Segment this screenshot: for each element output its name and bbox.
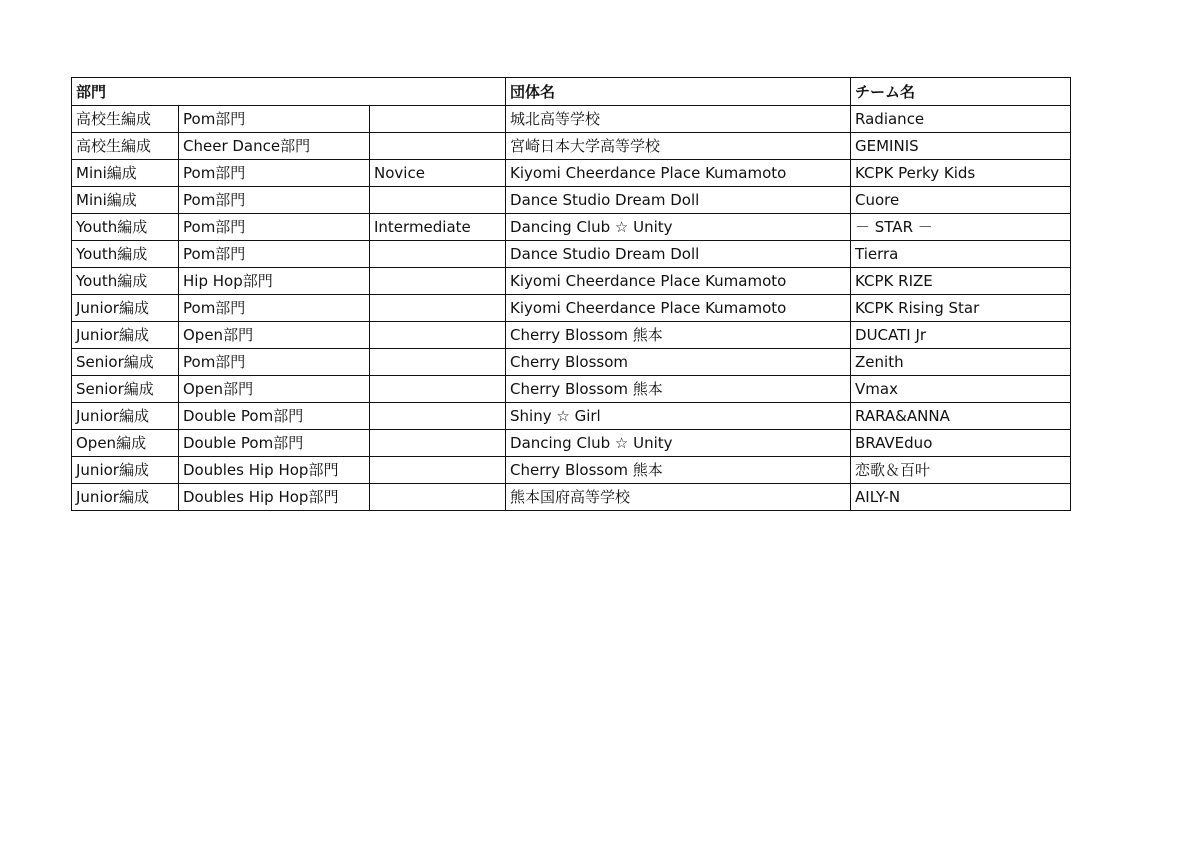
table-row (72, 214, 1071, 241)
cell-organization: 宮崎日本大学高等学校 (506, 133, 851, 160)
cell-team: Vmax (851, 376, 1071, 403)
cell-team: BRAVEduo (851, 430, 1071, 457)
cell-division: Junior編成 (72, 322, 179, 349)
cell-division: Youth編成 (72, 268, 179, 295)
cell-division: Youth編成 (72, 241, 179, 268)
cell-division: Junior編成 (72, 457, 179, 484)
table-row (72, 268, 1071, 295)
cell-team: Zenith (851, 349, 1071, 376)
cell-level (370, 376, 506, 403)
cell-level: Novice (370, 160, 506, 187)
cell-level (370, 403, 506, 430)
cell-organization: Cherry Blossom 熊本 (506, 376, 851, 403)
cell-team: Radiance (851, 106, 1071, 133)
cell-organization: Kiyomi Cheerdance Place Kumamoto (506, 160, 851, 187)
table-row (72, 160, 1071, 187)
cell-team: RARA&ANNA (851, 403, 1071, 430)
table-row (72, 403, 1071, 430)
table-row (72, 322, 1071, 349)
cell-level (370, 241, 506, 268)
cell-category: Double Pom部門 (179, 403, 370, 430)
cell-division: Mini編成 (72, 187, 179, 214)
table-row (72, 484, 1071, 511)
table-row (72, 376, 1071, 403)
cell-division: Open編成 (72, 430, 179, 457)
cell-organization: 城北高等学校 (506, 106, 851, 133)
cell-division: Junior編成 (72, 484, 179, 511)
cell-level (370, 322, 506, 349)
cell-team: KCPK RIZE (851, 268, 1071, 295)
cell-organization: Cherry Blossom 熊本 (506, 322, 851, 349)
table-row (72, 133, 1071, 160)
cell-category: Pom部門 (179, 349, 370, 376)
cell-team: GEMINIS (851, 133, 1071, 160)
cell-organization: Cherry Blossom 熊本 (506, 457, 851, 484)
header-team: チーム名 (851, 78, 1071, 106)
cell-division: 高校生編成 (72, 106, 179, 133)
cell-team: 恋歌＆百叶 (851, 457, 1071, 484)
header-division: 部門 (72, 78, 506, 106)
table-body (72, 106, 1071, 511)
cell-division: Junior編成 (72, 403, 179, 430)
cell-organization: Kiyomi Cheerdance Place Kumamoto (506, 268, 851, 295)
cell-organization: Shiny ☆ Girl (506, 403, 851, 430)
cell-level (370, 349, 506, 376)
cell-category: Doubles Hip Hop部門 (179, 484, 370, 511)
table-row (72, 457, 1071, 484)
header-row (72, 78, 1071, 106)
cell-category: Double Pom部門 (179, 430, 370, 457)
cell-organization: Kiyomi Cheerdance Place Kumamoto (506, 295, 851, 322)
cell-division: 高校生編成 (72, 133, 179, 160)
cell-organization: Dancing Club ☆ Unity (506, 214, 851, 241)
cell-category: Pom部門 (179, 187, 370, 214)
cell-division: Senior編成 (72, 376, 179, 403)
cell-team: DUCATI Jr (851, 322, 1071, 349)
cell-division: Mini編成 (72, 160, 179, 187)
cell-team: － STAR － (851, 214, 1071, 241)
cell-category: Pom部門 (179, 241, 370, 268)
cell-category: Pom部門 (179, 295, 370, 322)
cell-team: Tierra (851, 241, 1071, 268)
table-row (72, 430, 1071, 457)
cell-organization: Dance Studio Dream Doll (506, 187, 851, 214)
cell-team: KCPK Rising Star (851, 295, 1071, 322)
cell-category: Pom部門 (179, 160, 370, 187)
cell-level (370, 106, 506, 133)
cell-level (370, 430, 506, 457)
table-row (72, 349, 1071, 376)
cell-level (370, 133, 506, 160)
cell-organization: Cherry Blossom (506, 349, 851, 376)
cell-level: Intermediate (370, 214, 506, 241)
cell-organization: Dance Studio Dream Doll (506, 241, 851, 268)
cell-category: Doubles Hip Hop部門 (179, 457, 370, 484)
roster-table (71, 77, 1071, 511)
cell-level (370, 295, 506, 322)
cell-division: Junior編成 (72, 295, 179, 322)
cell-category: Cheer Dance部門 (179, 133, 370, 160)
cell-level (370, 187, 506, 214)
table-row (72, 241, 1071, 268)
cell-organization: 熊本国府高等学校 (506, 484, 851, 511)
cell-team: Cuore (851, 187, 1071, 214)
cell-team: AILY-N (851, 484, 1071, 511)
cell-category: Open部門 (179, 322, 370, 349)
cell-level (370, 457, 506, 484)
table-row (72, 106, 1071, 133)
header-organization: 団体名 (506, 78, 851, 106)
table-row (72, 295, 1071, 322)
cell-team: KCPK Perky Kids (851, 160, 1071, 187)
cell-category: Open部門 (179, 376, 370, 403)
cell-category: Hip Hop部門 (179, 268, 370, 295)
table-row (72, 187, 1071, 214)
cell-organization: Dancing Club ☆ Unity (506, 430, 851, 457)
cell-level (370, 268, 506, 295)
cell-level (370, 484, 506, 511)
cell-division: Senior編成 (72, 349, 179, 376)
cell-category: Pom部門 (179, 106, 370, 133)
cell-category: Pom部門 (179, 214, 370, 241)
cell-division: Youth編成 (72, 214, 179, 241)
